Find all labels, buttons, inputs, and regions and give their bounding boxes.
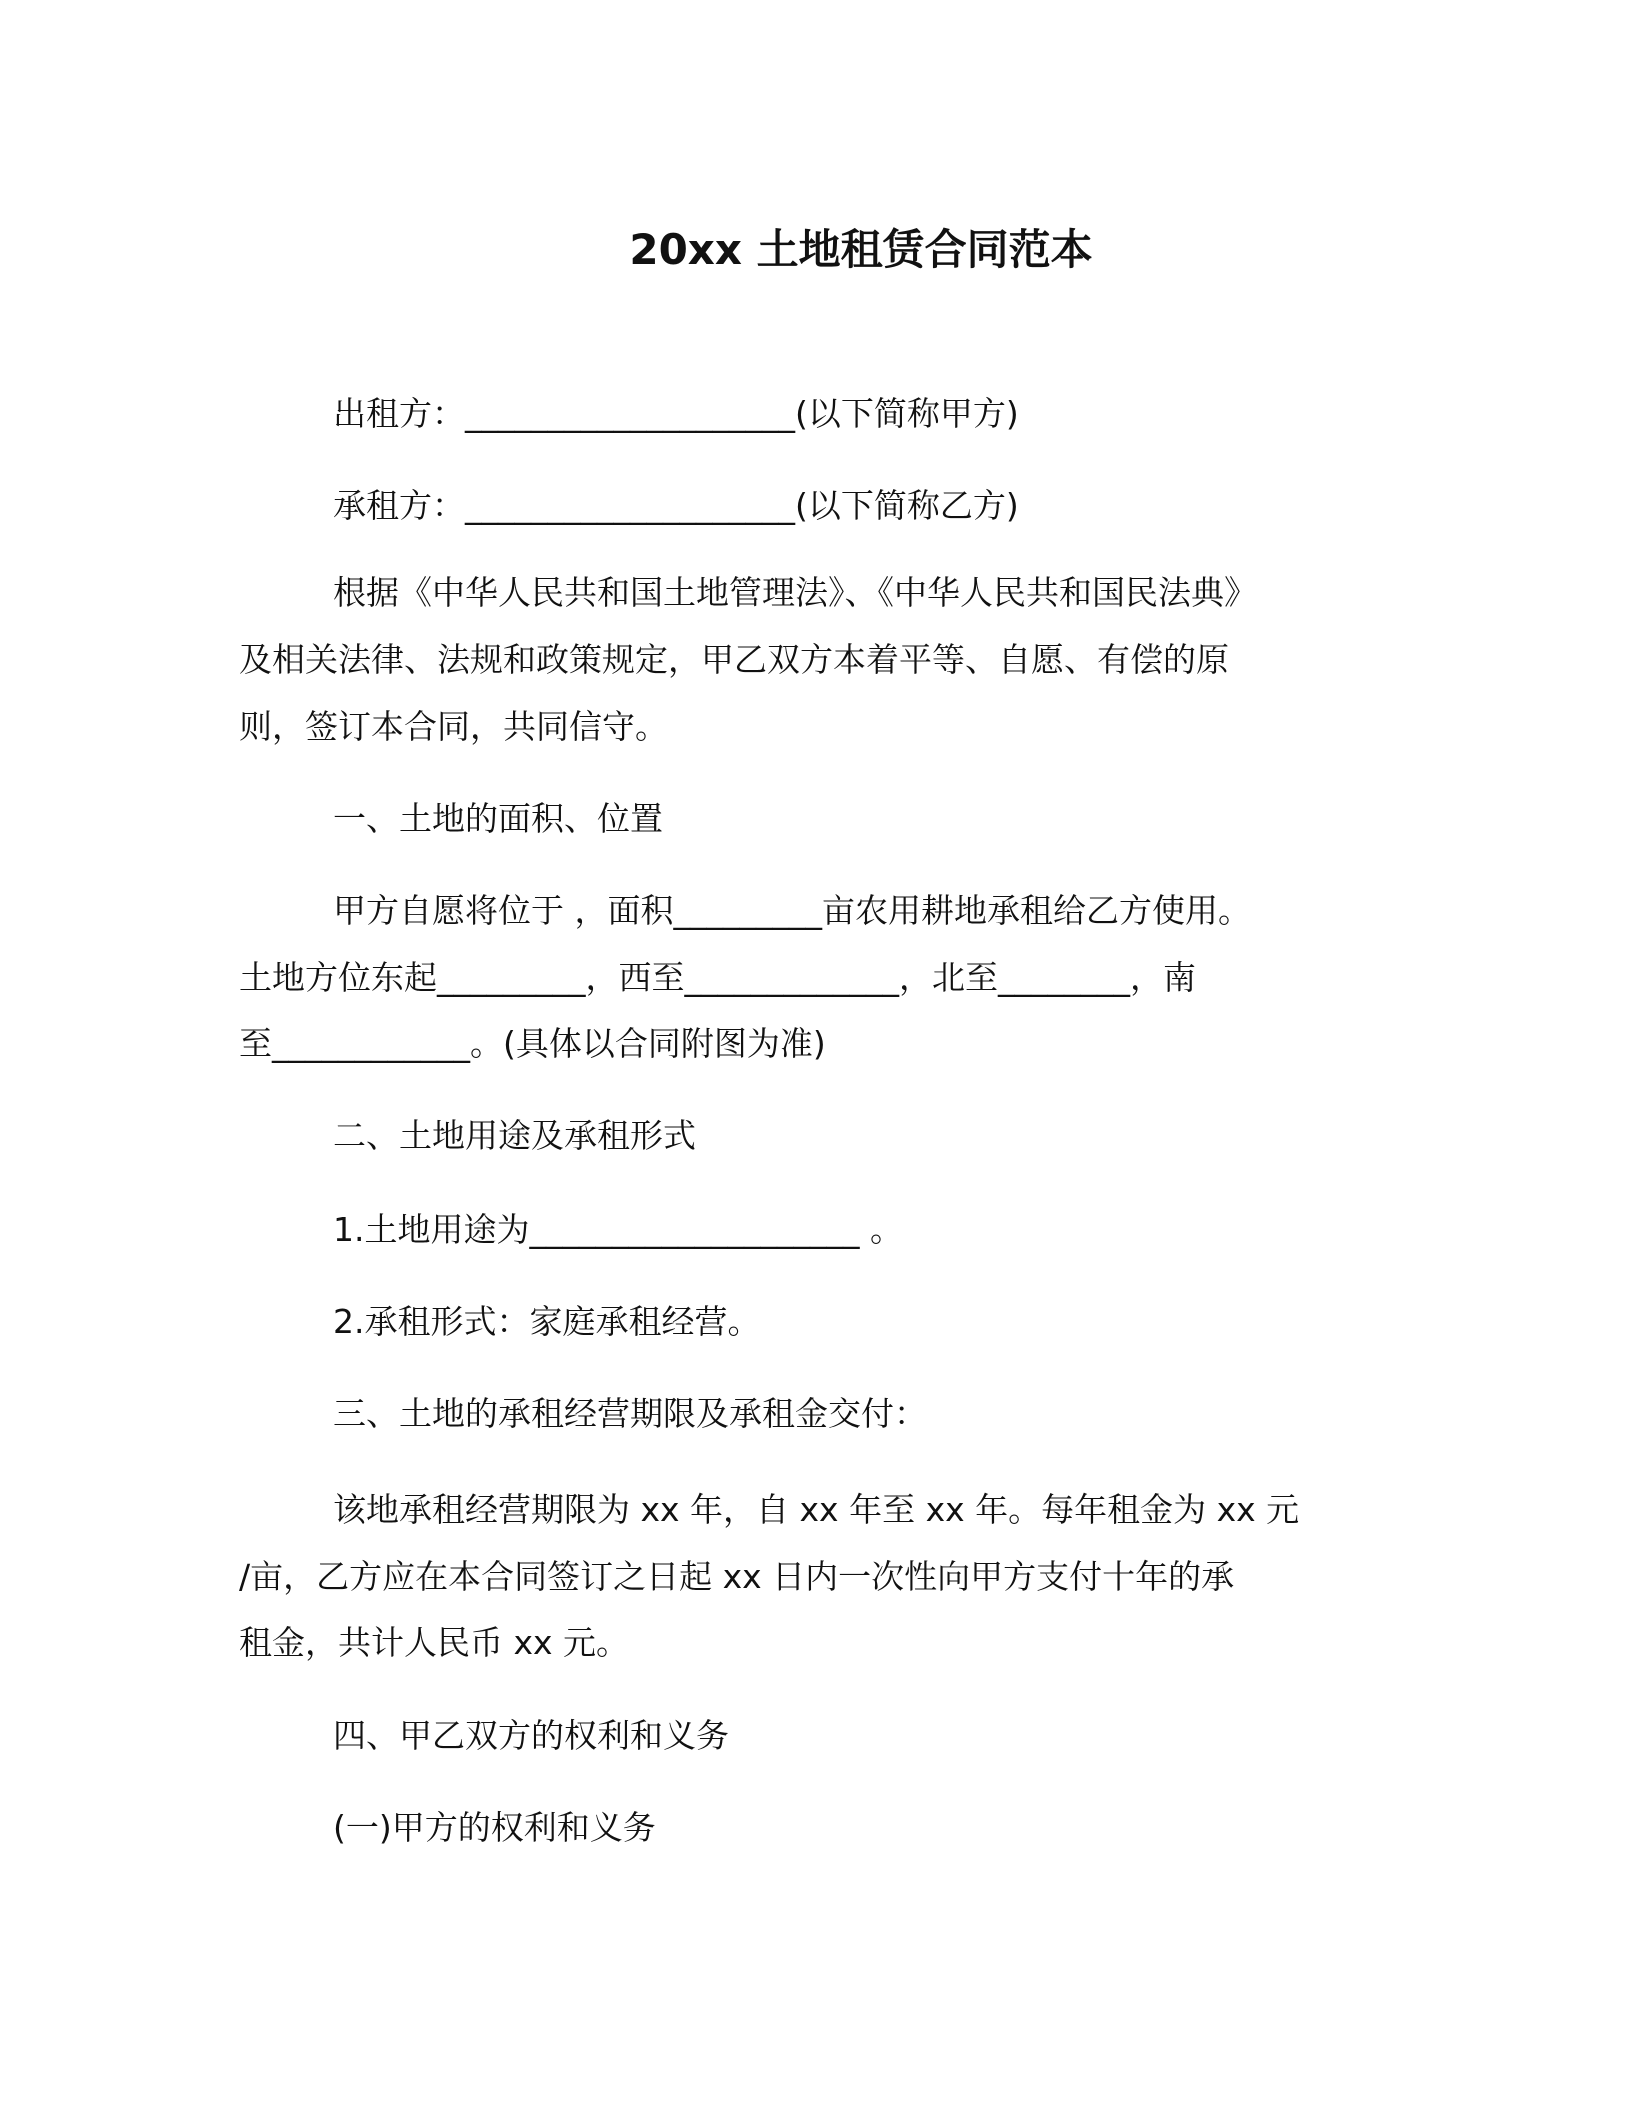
- section-3-line-3: 租金，共计人民币 xx 元。: [239, 1623, 630, 1662]
- section-2-heading: 二、土地用途及承租形式: [333, 1116, 696, 1155]
- section-1-line-3: 至____________。(具体以合同附图为准): [239, 1024, 826, 1063]
- preamble-line-2: 及相关法律、法规和政策规定，甲乙双方本着平等、自愿、有偿的原: [239, 640, 1229, 679]
- section-1-line-2: 土地方位东起_________，西至_____________，北至________，南: [239, 958, 1196, 997]
- lessor-line: 出租方：____________________(以下简称甲方): [333, 394, 1019, 433]
- preamble-line-3: 则，签订本合同，共同信守。: [239, 707, 668, 746]
- section-1-line-1: 甲方自愿将位于 ，面积_________亩农用耕地承租给乙方使用。: [333, 891, 1251, 930]
- section-4-heading: 四、甲乙双方的权利和义务: [333, 1716, 729, 1755]
- section-3-line-1: 该地承租经营期限为 xx 年，自 xx 年至 xx 年。每年租金为 xx 元: [333, 1490, 1300, 1529]
- section-2-item-2: 2.承租形式：家庭承租经营。: [333, 1302, 761, 1341]
- lessee-line: 承租方：____________________(以下简称乙方): [333, 486, 1019, 525]
- section-2-item-1: 1.土地用途为____________________ 。: [333, 1210, 903, 1249]
- document-title: 20xx 土地租赁合同范本: [629, 225, 1093, 274]
- section-1-heading: 一、土地的面积、位置: [333, 799, 663, 838]
- section-3-line-2: /亩，乙方应在本合同签订之日起 xx 日内一次性向甲方支付十年的承: [239, 1557, 1235, 1596]
- preamble-line-1: 根据《中华人民共和国土地管理法》、《中华人民共和国民法典》: [333, 573, 1257, 612]
- section-3-heading: 三、土地的承租经营期限及承租金交付：: [333, 1394, 927, 1433]
- section-4-subheading-1: (一)甲方的权利和义务: [333, 1808, 656, 1847]
